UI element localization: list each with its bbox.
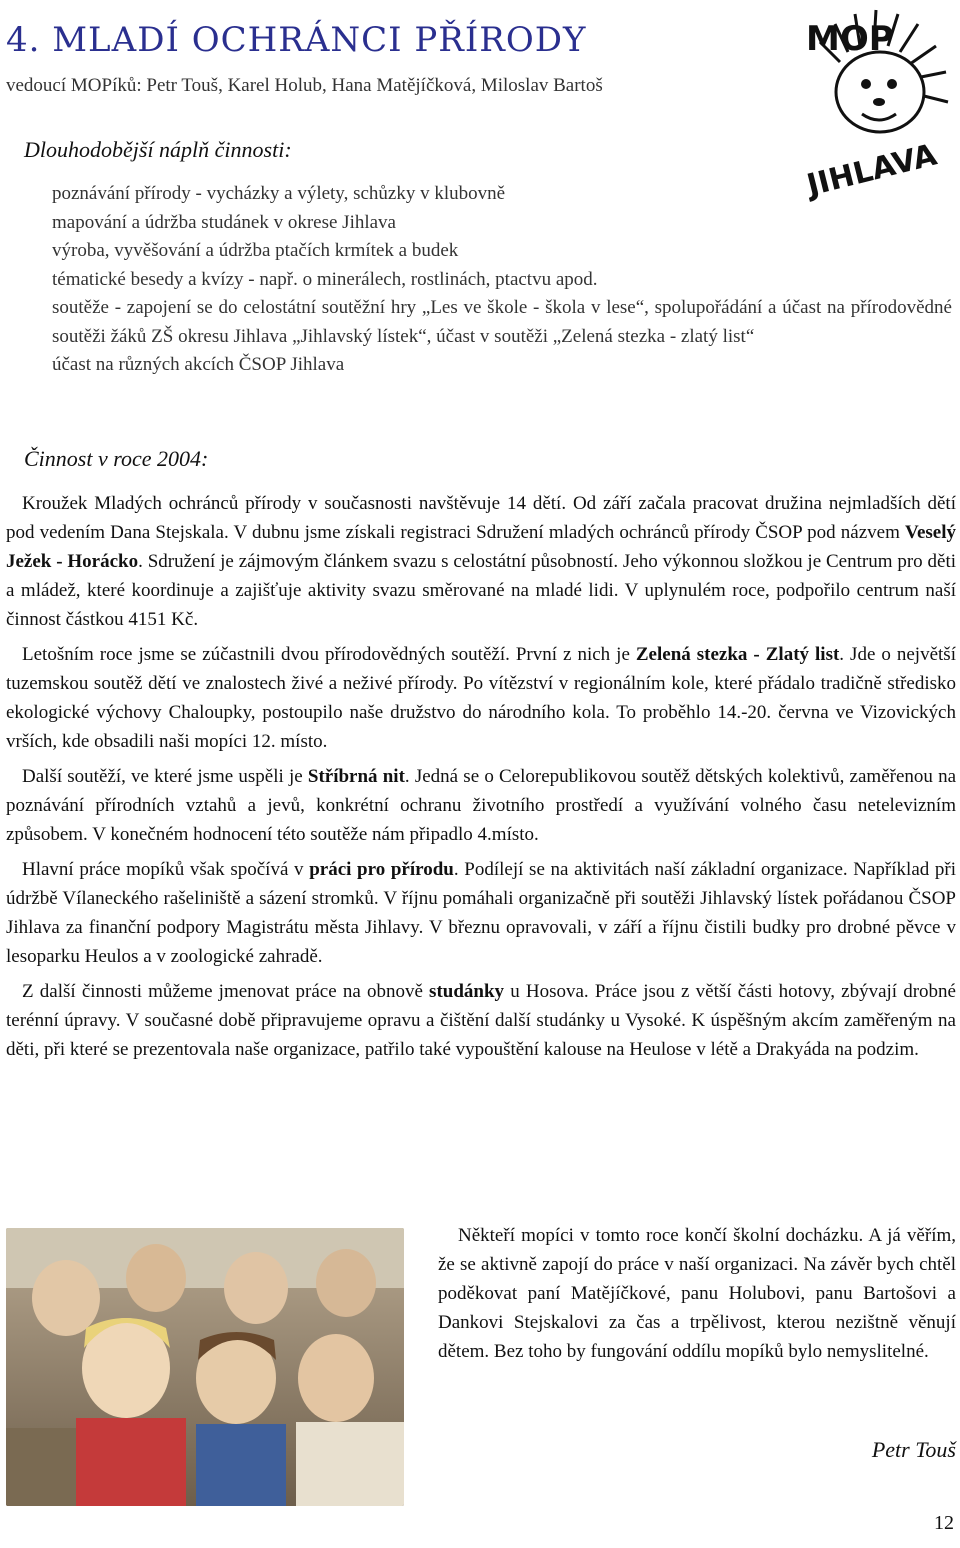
svg-text:JIHLAVA: JIHLAVA	[803, 137, 941, 202]
list-item: poznávání přírody - vycházky a výlety, schůzky v klubovně	[52, 183, 506, 204]
mop-jihlava-logo	[800, 2, 958, 202]
year-heading: Činnost v roce 2004:	[24, 446, 209, 471]
page-title: 4. MLADÍ OCHRÁNCI PŘÍRODY	[6, 20, 587, 60]
bold-term: Stříbrná nit	[307, 766, 405, 787]
list-item: účast na různých akcích ČSOP Jihlava	[52, 354, 345, 375]
list-item: tématické besedy a kvízy - např. o minerálech, rostlinách, ptactvu apod.	[52, 268, 598, 290]
signature: Petr Touš	[871, 1437, 956, 1462]
paragraph: Kroužek Mladých ochránců přírody v současnosti navštěvuje 14 dětí. Od září začala pracovat družina nejmladších dětí pod vedením Dana Stejskala. V dubnu jsme získali registraci Sdružení mladých ochránců přírody ČSOP pod názvem Veselý Ježek - Horácko. Sdružení je zájmovým článkem svazu s celostátní působností. Jeho výkonnou složkou je Centrum pro děti a mládež, které koordinuje a zajišťuje aktivity svazu směrované na mladé lidi. V uplynulém roce, podpořilo centrum naší činnost částkou 4151 Kč.	[6, 493, 957, 630]
paragraph: Letošním roce jsme se zúčastnili dvou přírodovědných soutěží. První z nich je Zelená stezka - Zlatý list. Jde o největší tuzemskou soutěž dětí ve znalostech živé a neživé přírody. Po vítězství v regionálním kole, které přádalo tradičně středisko ekologické výchovy Chaloupky, postoupilo naše družstvo do národního kola. To proběhlo 14.-20. června ve Vizovických vrších, kde obsadili naši mopíci 12. místo.	[6, 644, 956, 752]
paragraph: Hlavní práce mopíků však spočívá v práci pro přírodu. Podílejí se na aktivitách naší základní organizace. Například při údržbě Vílaneckého rašeliniště a sázení stromků. V říjnu pomáhali organizačně při soutěži Jihlavský lístek pořádanou ČSOP Jihlava za finanční podpory Magistrátu města Jihlavy. V březnu opravovali, v září a říjnu čistili budky pro drobné pěvce v lesoparku Heulos a v zoologické zahradě.	[6, 859, 957, 967]
leaders-line: vedoucí MOPíků: Petr Touš, Karel Holub, Hana Matějíčková, Miloslav Bartoš	[6, 75, 603, 96]
svg-text:MOP: MOP	[806, 19, 894, 59]
body-text	[6, 489, 956, 1070]
list-item: mapování a údržba studánek v okrese Jihlava	[52, 211, 396, 233]
activities-list	[52, 180, 952, 380]
children-photo	[6, 1228, 404, 1506]
list-item: výroba, vyvěšování a údržba ptačích krmítek a budek	[52, 240, 459, 261]
bold-term: Zelená stezka - Zlatý list	[635, 644, 840, 665]
paragraph: Z další činnosti můžeme jmenovat práce na obnově studánky u Hosova. Práce jsou z větší části hotovy, zbývají drobné terénní úpravy. V současné době připravujeme opravu a čištění další studánky u Vysoké. K úspěšným akcím zaměřeným na děti, při které se prezentovala naše organizace, patřilo také vypouštění kalouse na Heulose v létě a Drakyáda na podzim.	[6, 981, 956, 1060]
bold-term: práci pro přírodu	[309, 859, 454, 880]
list-item: soutěže - zapojení se do celostátní soutěžní hry „Les ve škole - škola v lese“, spolupořádání a účast na přírodovědné soutěži žáků ZŠ okresu Jihlava „Jihlavský lístek“, účast v soutěži „Zelená stezka - zlatý list“	[52, 297, 952, 347]
bold-term: studánky	[429, 981, 505, 1002]
paragraph: Další soutěží, ve které jsme uspěli je Stříbrná nit. Jedná se o Celorepublikovou soutěž dětských kolektivů, zaměřenou na poznávání přírodních vztahů a jevů, konkrétní ochranu životního prostředí a využívání volného času netelevizním způsobem. V konečném hodnocení této soutěže nám připadlo 4.místo.	[6, 766, 957, 845]
bold-term: Veselý Ježek - Horácko	[6, 522, 956, 572]
page-number: 12	[934, 1512, 954, 1534]
activities-heading: Dlouhodobější náplň činnosti:	[24, 137, 292, 162]
closing-paragraph: Někteří mopíci v tomto roce končí školní docházku. A já věřím, že se aktivně zapojí do práce v naší organizaci. Na závěr bych chtěl poděkovat paní Matějíčkové, panu Holubovi, panu Bartošovi a Dankovi Stejskalovi za čas a trpělivost, kterou nezištně věnují dětem. Bez toho by fungování oddílu mopíků bylo nemyslitelné.	[438, 1225, 956, 1362]
